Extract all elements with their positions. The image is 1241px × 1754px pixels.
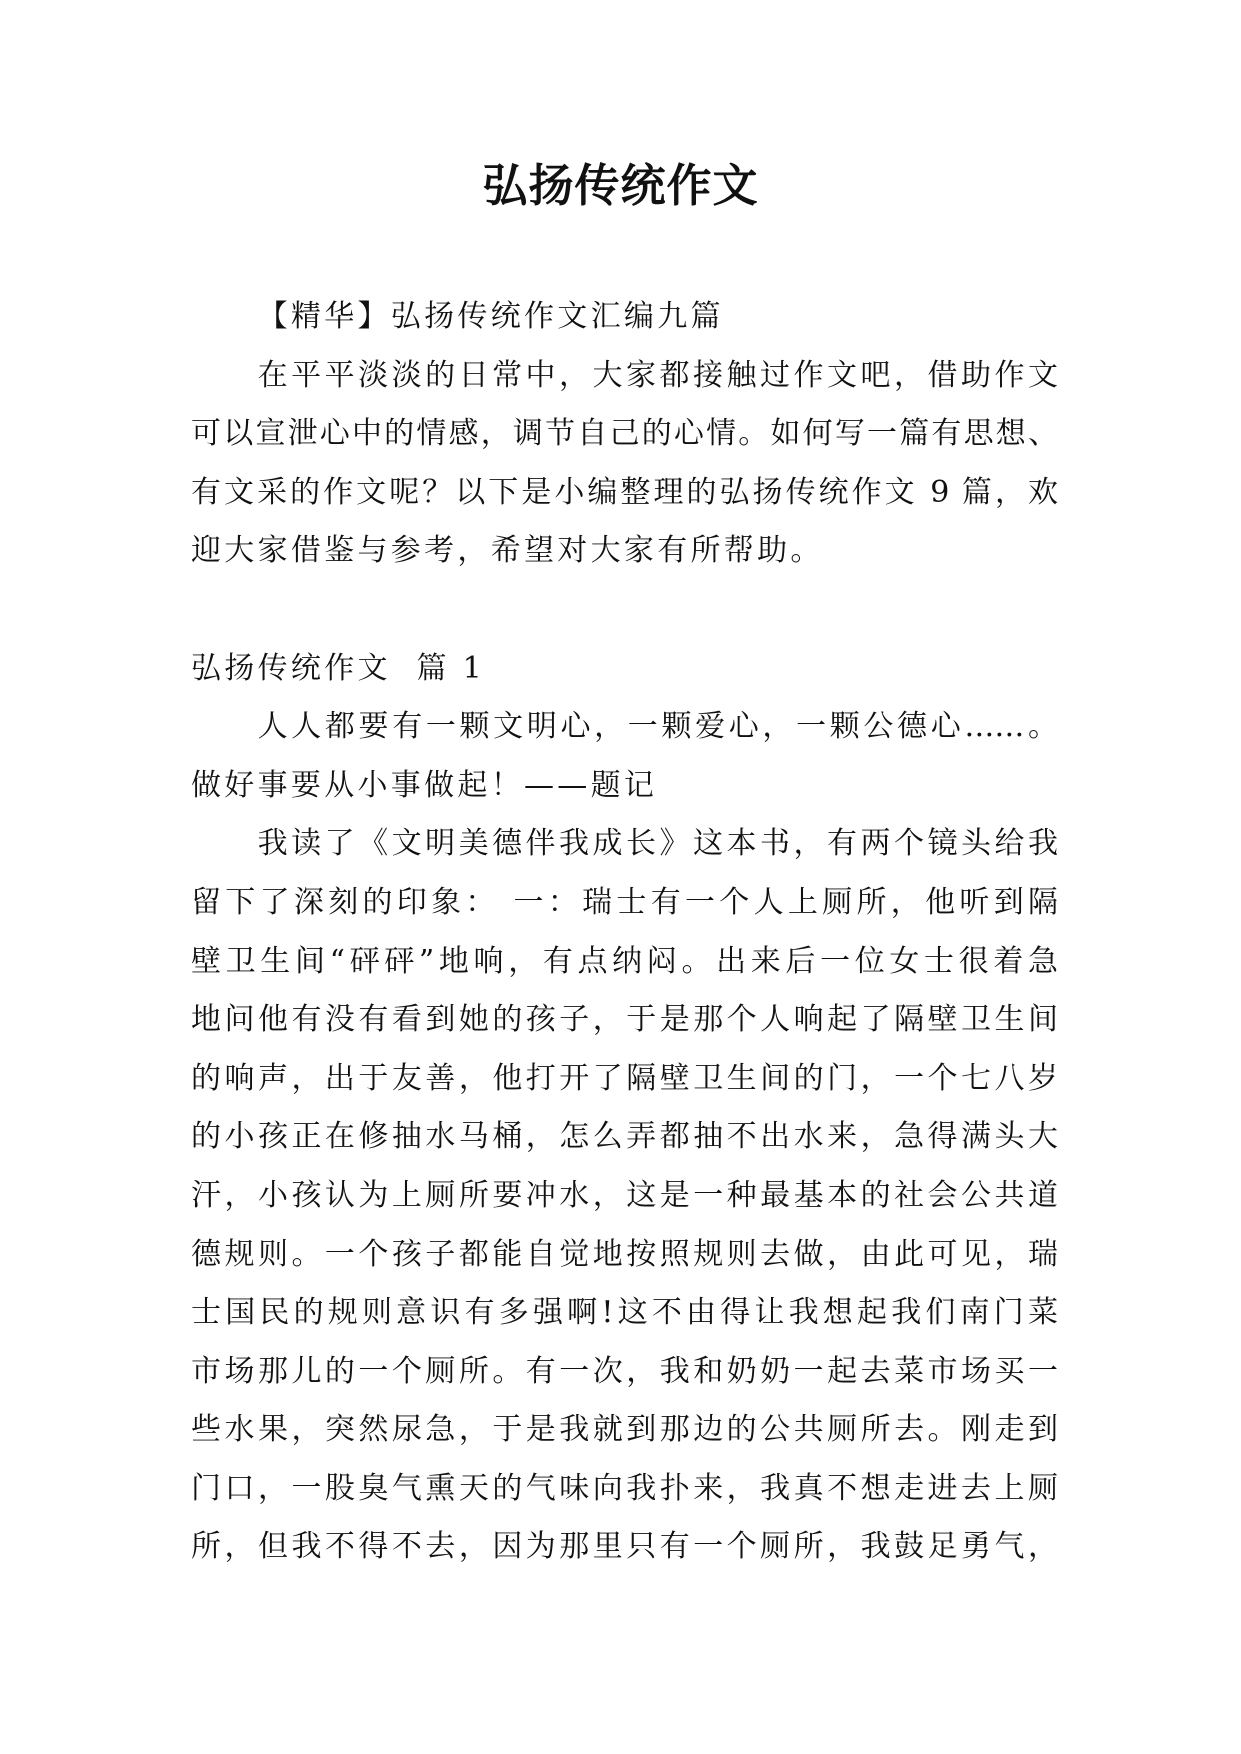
- intro-line: 迎大家借鉴与参考，希望对大家有所帮助。: [191, 533, 824, 569]
- body-line: 士国民的规则意识有多强啊!这不由得让我想起我们南门菜: [191, 1295, 1058, 1331]
- body-line: 地问他有没有看到她的孩子，于是那个人响起了隔壁卫生间: [191, 1002, 1058, 1038]
- body-line: 市场那儿的一个厕所。有一次，我和奶奶一起去菜市场买一: [191, 1353, 1058, 1389]
- section-heading: 弘扬传统作文 篇 1: [191, 650, 485, 686]
- intro-line: 有文采的作文呢？以下是小编整理的弘扬传统作文 9 篇，欢: [191, 474, 1058, 510]
- body-line: 所，但我不得不去，因为那里只有一个厕所，我鼓足勇气，: [191, 1529, 1058, 1565]
- body-line: 的响声，出于友善，他打开了隔壁卫生间的门，一个七八岁: [191, 1060, 1058, 1096]
- document-body: [191, 288, 1058, 1577]
- body-line: 些水果，突然尿急，于是我就到那边的公共厕所去。刚走到: [191, 1412, 1058, 1448]
- page-title: 弘扬传统作文: [482, 159, 759, 212]
- body-line: 德规则。一个孩子都能自觉地按照规则去做，由此可见，瑞: [191, 1236, 1058, 1272]
- epigraph-line: 做好事要从小事做起！——题记: [191, 767, 658, 803]
- intro-line: 可以宣泄心中的情感，调节自己的心情。如何写一篇有思想、: [191, 416, 1058, 452]
- body-line: 门口，一股臭气熏天的气味向我扑来，我真不想走进去上厕: [191, 1470, 1058, 1506]
- body-line: 的小孩正在修抽水马桶，怎么弄都抽不出水来，急得满头大: [191, 1119, 1058, 1155]
- body-line: 留下了深刻的印象： 一：瑞士有一个人上厕所，他听到隔: [191, 884, 1058, 920]
- body-line: 我读了《文明美德伴我成长》这本书，有两个镜头给我: [257, 826, 1058, 862]
- intro-line: 在平平淡淡的日常中，大家都接触过作文吧，借助作文: [257, 357, 1058, 393]
- body-line: 汗，小孩认为上厕所要冲水，这是一种最基本的社会公共道: [191, 1177, 1058, 1213]
- epigraph-line: 人人都要有一颗文明心，一颗爱心，一颗公德心……。: [257, 709, 1058, 745]
- body-line: 壁卫生间“砰砰”地响，有点纳闷。出来后一位女士很着急: [191, 943, 1058, 979]
- paragraph-spacer: [191, 581, 1058, 640]
- document-subtitle: 【精华】弘扬传统作文汇编九篇: [257, 299, 724, 334]
